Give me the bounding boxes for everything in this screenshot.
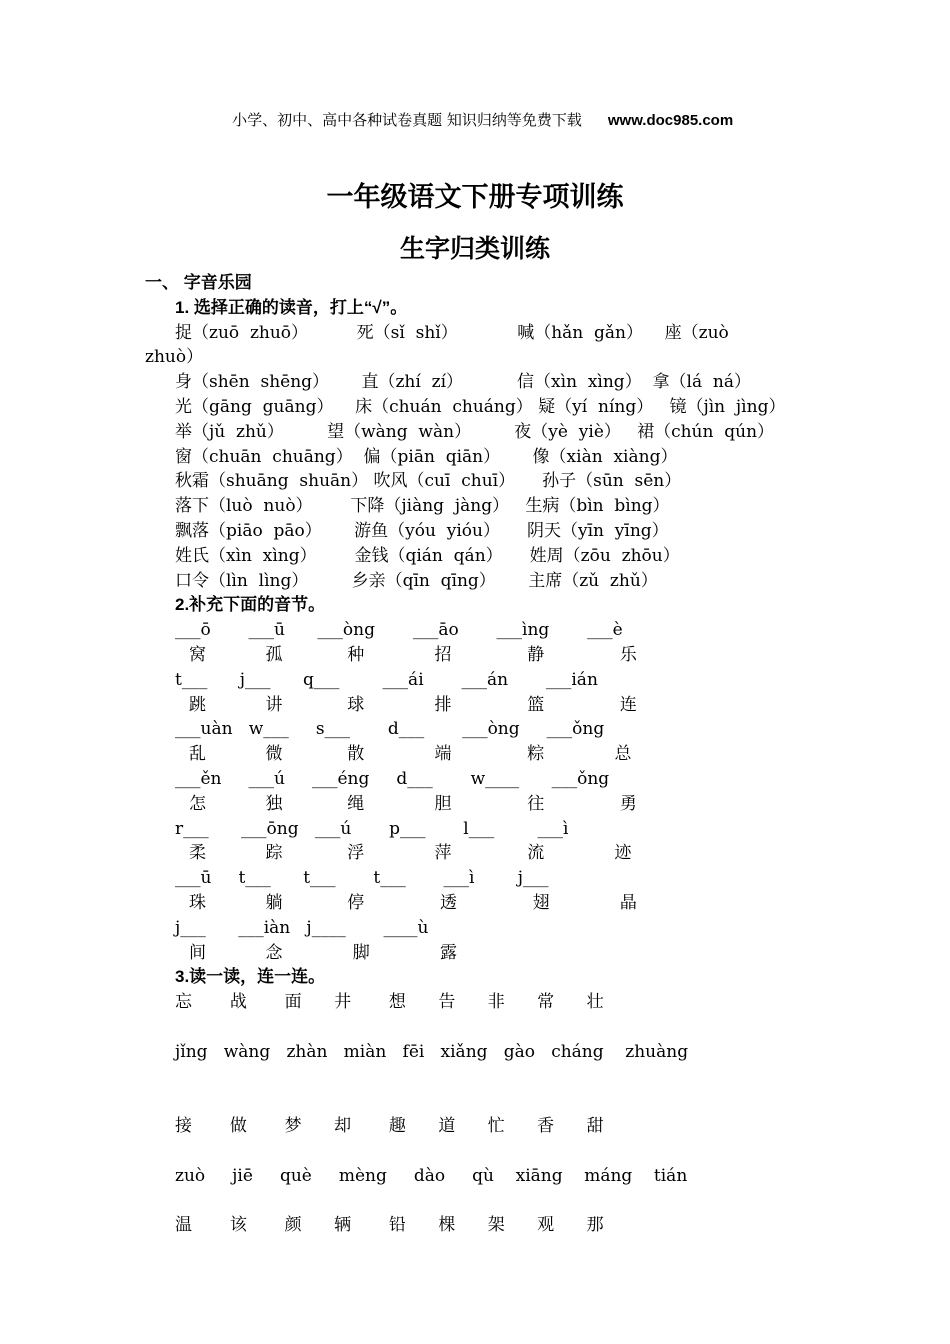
syllable-blank-row: ___uàn w___ s___ d___ ___òng ___ǒng [175,719,605,740]
match-character-row: 接 做 梦 却 趣 道 忙 香 甜 [175,1115,604,1136]
reading-choice-line: 身（shēn shēng） 直（zhí zí） 信（xìn xìng） 拿（lá ná） [175,372,751,393]
reading-choice-line: 口令（lìn lìng） 乡亲（qīn qīng） 主席（zǔ zhǔ） [175,570,658,591]
match-character-row: 温 该 颜 辆 铅 棵 架 观 那 [175,1215,604,1236]
match-character-row: 忘 战 面 井 想 告 非 常 壮 [175,992,604,1013]
reading-choice-line: 飘落（piāo pāo） 游鱼（yóu yióu） 阴天（yīn yīng） [175,520,669,541]
character-row: 怎 独 绳 胆 往 勇 [189,793,637,814]
syllable-blank-row: ___ěn ___ú ___éng d___ w____ ___ǒng [175,768,610,789]
reading-choice-line: 落下（luò nuò） 下降（jiàng jàng） 生病（bìn bìng） [175,496,670,517]
character-row: 柔 踪 浮 萍 流 迹 [189,843,632,864]
exercise3-heading: 3.读一读，连一连。 [175,967,326,987]
reading-choice-line: 捉（zuō zhuō） 死（sǐ shǐ） 喊（hǎn gǎn） 座（zuò [175,322,729,343]
syllable-blank-row: j___ ___iàn j____ ____ù [175,917,429,938]
character-row: 珠 躺 停 透 翅 晶 [189,892,637,913]
worksheet-content [145,271,950,1238]
syllable-blank-row: t___ j___ q___ ___ái ___án ___ián [175,669,598,690]
character-row: 间 念 脚 露 [189,942,457,963]
page-subtitle: 生字归类训练 [399,235,550,263]
syllable-blank-row: r___ ___ōng ___ú p___ l___ ___ì [175,818,569,839]
reading-choice-line: 姓氏（xìn xìng） 金钱（qián qán） 姓周（zōu zhōu） [175,545,680,566]
site-link[interactable]: www.doc985.com [607,112,734,129]
doc-header [213,90,950,151]
reading-choice-line: 窗（chuān chuāng） 偏（piān qiān） 像（xiàn xiàng） [175,446,678,467]
syllable-blank-row: ___ū t___ t___ t___ ___ì j___ [175,868,549,889]
reading-choice-line: 秋霜（shuāng shuān） 吹风（cuī chuī） 孙子（sūn sēn） [175,471,682,492]
page-title: 一年级语文下册专项训练 [326,182,624,212]
exercise2-heading: 2.补充下面的音节。 [175,595,326,615]
syllable-blank-row: ___ō ___ū ___òng ___āo ___ìng ___è [175,620,623,641]
exercise1-heading: 1. 选择正确的读音，打上“√”。 [175,297,408,317]
reading-choice-line: 光（gāng guāng） 床（chuán chuáng） 疑（yí níng） 镜（jìn jìng） [175,396,786,417]
match-pinyin-row: zuò jiē què mèng dào qù xiāng máng tián [175,1165,688,1186]
section1-heading: 一、 字音乐园 [145,273,252,292]
character-row: 乱 微 散 端 粽 总 [189,744,632,765]
header-promo-text: 小学、初中、高中各种试卷真题 知识归纳等免费下载 [232,111,582,129]
match-pinyin-row: jǐng wàng zhàn miàn fēi xiǎng gào cháng zhuàng [175,1041,689,1062]
character-row: 跳 讲 球 排 篮 连 [189,694,637,715]
character-row: 窝 孤 种 招 静 乐 [189,644,637,665]
reading-choice-line-wrap: zhuò） [145,347,204,368]
reading-choice-line: 举（jǔ zhǔ） 望（wàng wàn） 夜（yè yiè） 裙（chún qún） [175,421,775,442]
